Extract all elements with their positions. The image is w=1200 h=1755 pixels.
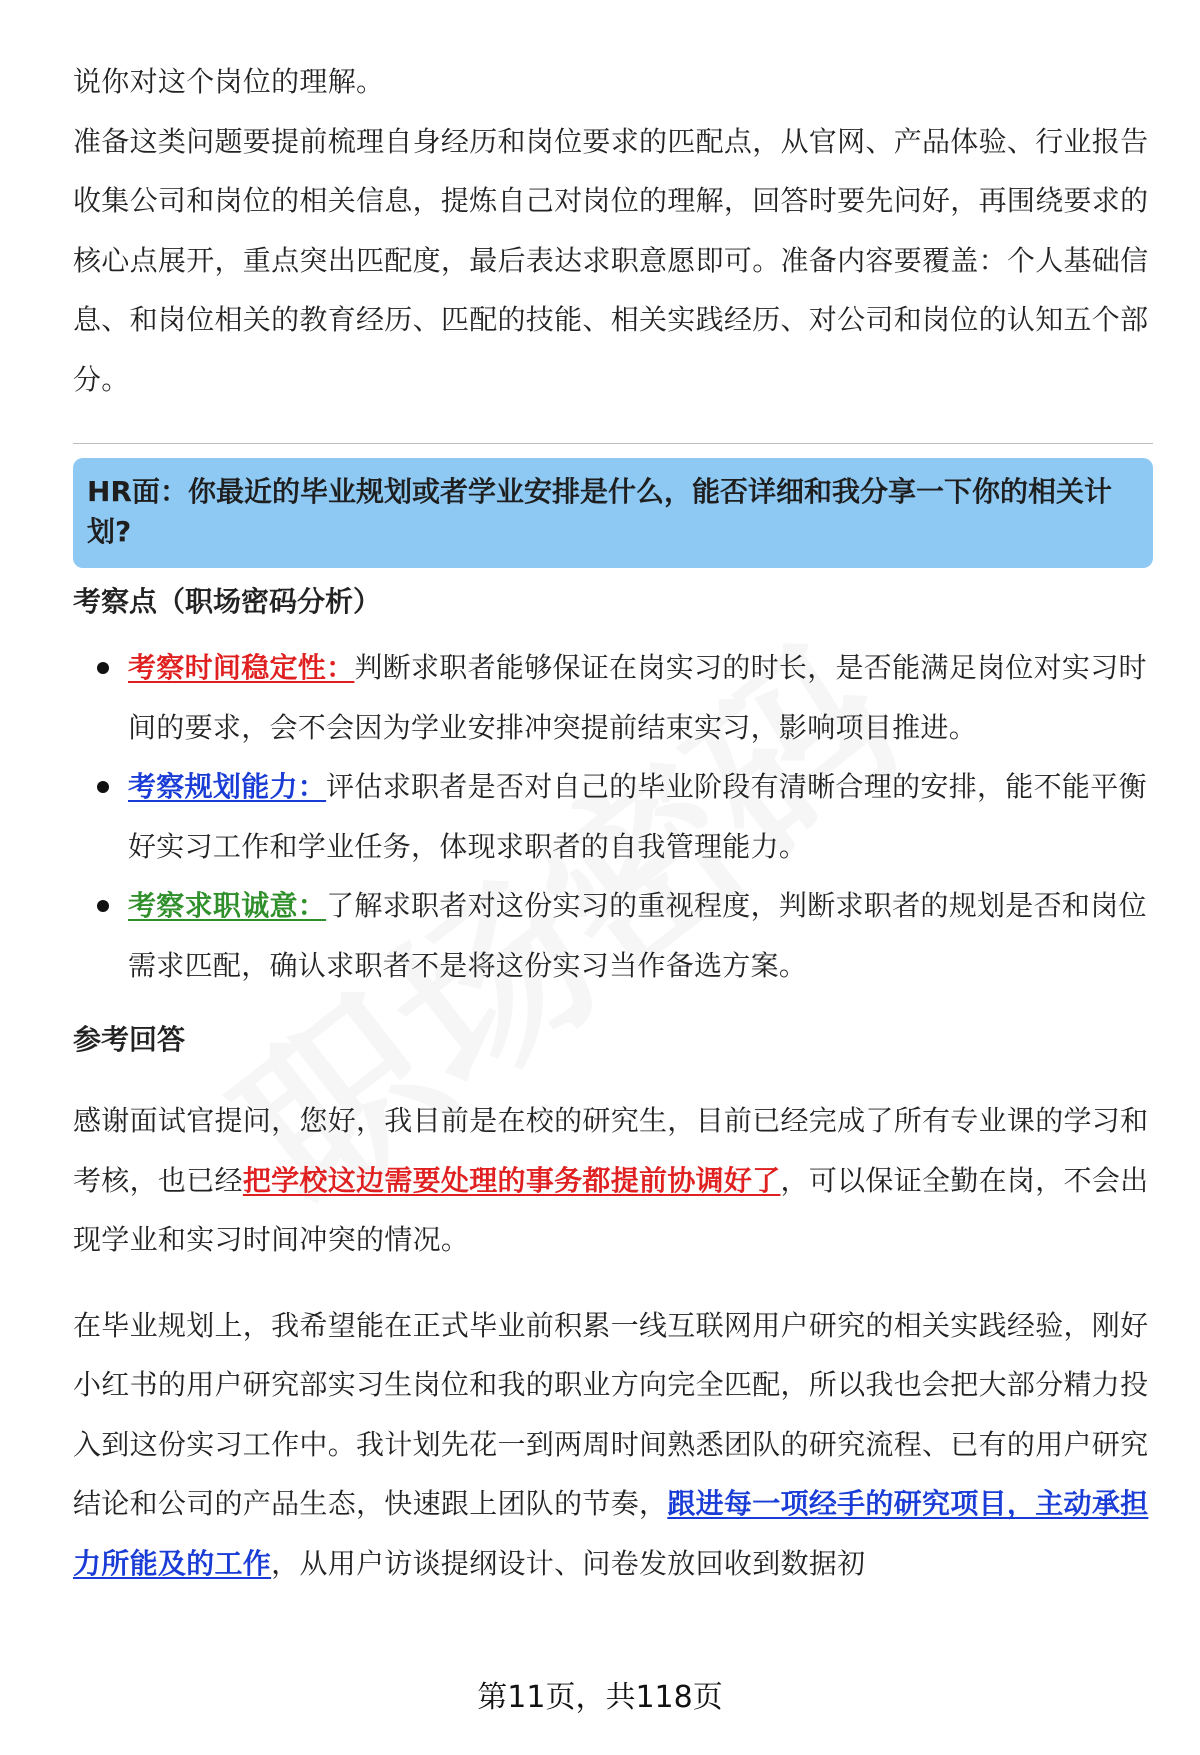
bullet-icon bbox=[97, 662, 109, 674]
bullet-icon bbox=[97, 900, 109, 912]
intro-paragraph: 准备这类问题要提前梳理自身经历和岗位要求的匹配点，从官网、产品体验、行业报告收集公司和岗位的相关信息，提炼自己对岗位的理解，回答时要先问好，再围绕要求的核心点展开，重点突出匹配度，最后表达求职意愿即可。准备内容要覆盖：个人基础信息、和岗位相关的教育经历、匹配的技能、相关实践经历、对公司和岗位的认知五个部分。 bbox=[73, 124, 1149, 396]
answer-paragraph-2 bbox=[73, 1296, 1153, 1594]
intro-line: 说你对这个岗位的理解。 bbox=[73, 65, 385, 98]
analysis-point bbox=[73, 876, 1153, 995]
section-divider bbox=[73, 443, 1153, 444]
point-label: 考察时间稳定性： bbox=[128, 651, 355, 684]
point-label: 考察规划能力： bbox=[128, 770, 327, 803]
question-text: HR面：你最近的毕业规划或者学业安排是什么，能否详细和我分享一下你的相关计划? bbox=[87, 475, 1112, 548]
document-page bbox=[73, 52, 1153, 1593]
answer-highlight: 把学校这边需要处理的事务都提前协调好了 bbox=[242, 1163, 781, 1197]
analysis-points bbox=[73, 638, 1153, 995]
bullet-icon bbox=[97, 781, 109, 793]
point-label: 考察求职诚意： bbox=[128, 889, 327, 922]
answer-paragraph-1 bbox=[73, 1091, 1153, 1270]
answer-text: ，从用户访谈提纲设计、问卷发放回收到数据初 bbox=[271, 1546, 866, 1580]
answer-text: 感谢面试官提问，您好，我目前是在校的研究生，目前已经完成了所有专业课的学习和考核，也已经 bbox=[73, 1104, 1149, 1197]
page-number: 第11页，共118页 bbox=[477, 1680, 723, 1715]
answer-text: ，可以保证全勤在岗，不会出现学业和实习时间冲突的情况。 bbox=[73, 1163, 1149, 1256]
answer-heading: 参考回答 bbox=[73, 1023, 186, 1056]
point-text: 了解求职者对这份实习的重视程度，判断求职者的规划是否和岗位需求匹配，确认求职者不是将这份实习当作备选方案。 bbox=[128, 889, 1147, 982]
analysis-heading: 考察点（职场密码分析） bbox=[73, 585, 382, 618]
point-text: 评估求职者是否对自己的毕业阶段有清晰合理的安排，能不能平衡好实习工作和学业任务，体现求职者的自我管理能力。 bbox=[128, 770, 1147, 863]
point-text: 判断求职者能够保证在岗实习的时长，是否能满足岗位对实习时间的要求，会不会因为学业安排冲突提前结束实习，影响项目推进。 bbox=[128, 651, 1147, 744]
answer-text: 在毕业规划上，我希望能在正式毕业前积累一线互联网用户研究的相关实践经验，刚好小红书的用户研究部实习生岗位和我的职业方向完全匹配，所以我也会把大部分精力投入到这份实习工作中。我计划先花一到两周时间熟悉团队的研究流程、已有的用户研究结论和公司的产品生态，快速跟上团队的节奏， bbox=[73, 1308, 1149, 1520]
question-box bbox=[73, 458, 1153, 568]
analysis-point bbox=[73, 638, 1153, 757]
answer-highlight: 跟进每一项经手的研究项目，主动承担力所能及的工作 bbox=[73, 1487, 1149, 1580]
analysis-point bbox=[73, 757, 1153, 876]
